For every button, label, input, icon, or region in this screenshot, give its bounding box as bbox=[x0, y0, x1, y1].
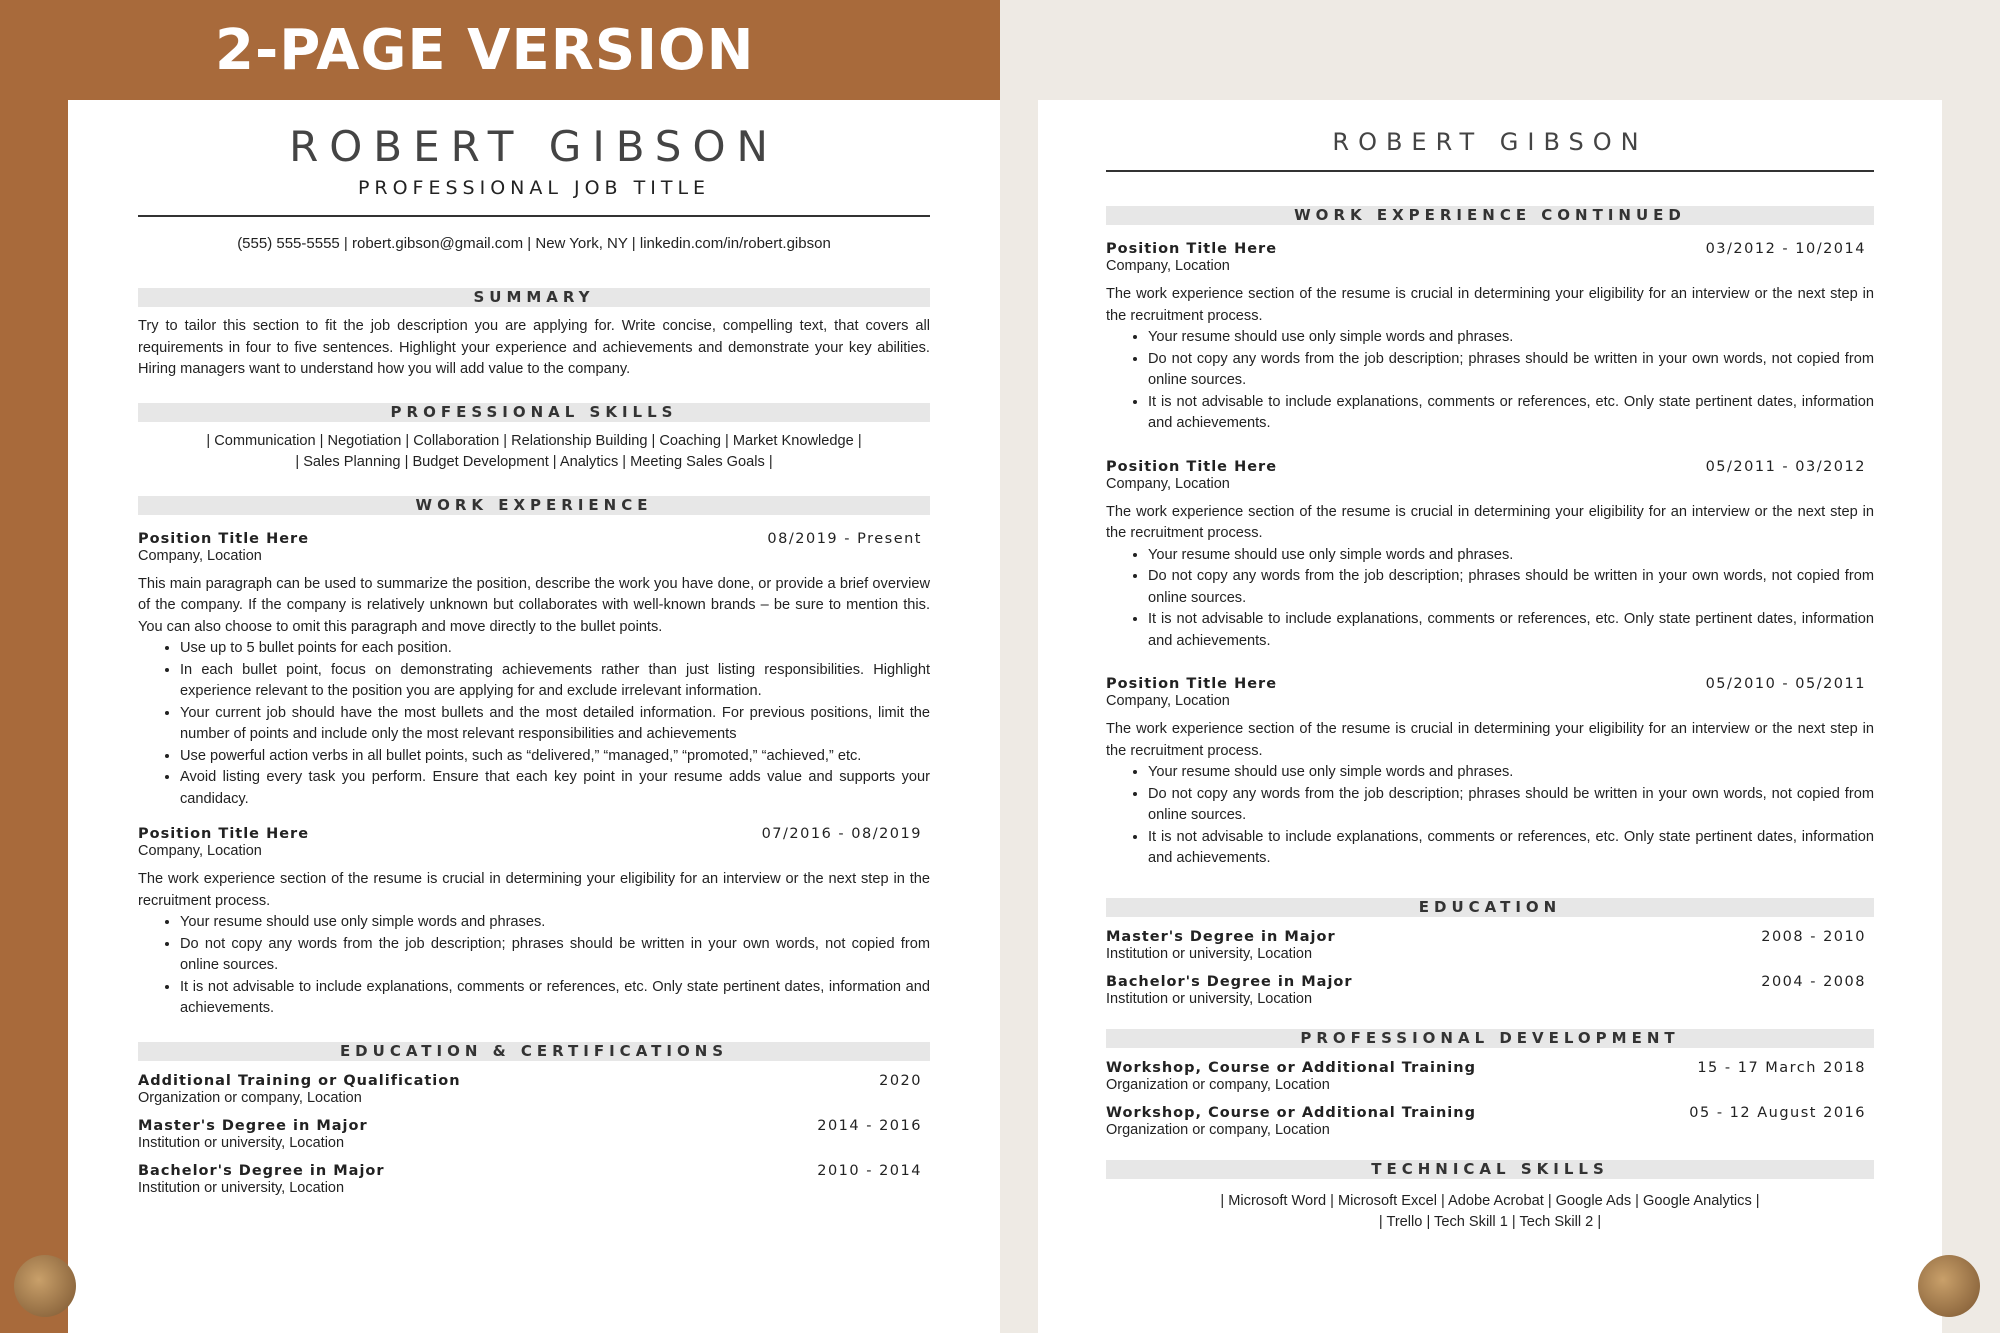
technical-skills-heading: TECHNICAL SKILLS bbox=[1106, 1160, 1874, 1179]
job-dates: 05/2010 - 05/2011 bbox=[1705, 676, 1866, 692]
education-place: Institution or university, Location bbox=[138, 1179, 345, 1196]
header-divider bbox=[138, 215, 930, 217]
education-place: Organization or company, Location bbox=[138, 1089, 362, 1106]
job-company: Company, Location bbox=[1106, 693, 1230, 709]
education-dates: 2020 bbox=[879, 1072, 922, 1089]
bullet-item: • It is not advisable to include explanations, comments or references, etc. Only state pertinent dates, information and achievements. bbox=[180, 977, 930, 1020]
education-title: Additional Training or Qualification bbox=[138, 1072, 461, 1089]
job-company: Company, Location bbox=[1106, 475, 1230, 492]
bullet-item: • Your resume should use only simple words and phrases. bbox=[1148, 762, 1874, 784]
education-dates: 2004 - 2008 bbox=[1761, 973, 1866, 990]
bullet-item: • Your resume should use only simple words and phrases. bbox=[1148, 327, 1874, 349]
education-heading: EDUCATION & CERTIFICATIONS bbox=[138, 1042, 930, 1061]
bullet-item: • Do not copy any words from the job description; phrases should be written in your own words, not copied from online sources. bbox=[180, 934, 930, 977]
bullet-item: • Your resume should use only simple words and phrases. bbox=[180, 912, 930, 934]
skills-list bbox=[138, 431, 930, 474]
dried-flower-decoration bbox=[14, 1255, 76, 1317]
job-title: Position Title Here bbox=[1106, 241, 1278, 257]
header-divider bbox=[1106, 170, 1874, 172]
skills-line-1: | Communication | Negotiation | Collaboration | Relationship Building | Coaching | Market Knowledge | bbox=[206, 432, 862, 449]
education-place: Institution or university, Location bbox=[138, 1134, 345, 1151]
tech-line-2: | Trello | Tech Skill 1 | Tech Skill 2 | bbox=[1378, 1214, 1602, 1230]
development-dates: 15 - 17 March 2018 bbox=[1697, 1059, 1866, 1076]
development-entry bbox=[1106, 1060, 1874, 1093]
dried-flower-decoration bbox=[1918, 1255, 1980, 1317]
bullet-item: • Your current job should have the most bullets and the most detailed information. For previous positions, limit the number of points and include only the most relevant responsibilities and achievements bbox=[180, 703, 930, 746]
bullet-item: • It is not advisable to include explanations, comments or references, etc. Only state pertinent dates, information and achievements. bbox=[1148, 827, 1874, 870]
education-title: Master's Degree in Major bbox=[138, 1117, 368, 1134]
education-dates: 2010 - 2014 bbox=[817, 1162, 922, 1179]
job-description: The work experience section of the resume is crucial in determining your eligibility for an interview or the next step in the recruitment process. bbox=[1106, 721, 1874, 759]
tech-line-1: | Microsoft Word | Microsoft Excel | Adobe Acrobat | Google Ads | Google Analytics | bbox=[1220, 1192, 1760, 1209]
job-entry bbox=[138, 531, 930, 811]
education-dates: 2014 - 2016 bbox=[817, 1117, 922, 1134]
job-title: Position Title Here bbox=[1106, 676, 1278, 692]
job-bullets bbox=[138, 638, 930, 810]
bullet-item: • Do not copy any words from the job description; phrases should be written in your own words, not copied from online sources. bbox=[1148, 349, 1874, 392]
experience-heading: WORK EXPERIENCE bbox=[138, 496, 930, 515]
skills-line-2: | Sales Planning | Budget Development | Analytics | Meeting Sales Goals | bbox=[295, 454, 773, 470]
education-dates: 2008 - 2010 bbox=[1761, 928, 1866, 945]
candidate-name: ROBERT GIBSON bbox=[1332, 128, 1648, 156]
bullet-item: • Use up to 5 bullet points for each position. bbox=[180, 638, 930, 660]
education-title: Bachelor's Degree in Major bbox=[138, 1162, 385, 1179]
summary-text: Try to tailor this section to fit the job description you are applying for. Write concise, compelling text, that covers all requirements in four to five sentences. Highlight your experience and achievements and demonstrate your key abilities. Hiring managers want to understand how you will add value to the company. bbox=[138, 318, 930, 377]
job-bullets bbox=[1106, 327, 1874, 435]
job-entry bbox=[1106, 241, 1874, 435]
skills-heading: PROFESSIONAL SKILLS bbox=[138, 403, 930, 422]
job-title: Position Title Here bbox=[138, 530, 310, 547]
job-description: The work experience section of the resume is crucial in determining your eligibility for an interview or the next step in the recruitment process. bbox=[1106, 286, 1874, 324]
job-company: Company, Location bbox=[138, 547, 262, 564]
development-title: Workshop, Course or Additional Training bbox=[1106, 1059, 1476, 1076]
candidate-name: ROBERT GIBSON bbox=[289, 122, 779, 171]
development-title: Workshop, Course or Additional Training bbox=[1106, 1104, 1476, 1121]
bullet-item: • Your resume should use only simple words and phrases. bbox=[1148, 545, 1874, 567]
job-entry bbox=[138, 826, 930, 1020]
summary-heading: SUMMARY bbox=[138, 288, 930, 307]
job-bullets bbox=[1106, 545, 1874, 653]
education-entry bbox=[138, 1118, 930, 1151]
education-place: Institution or university, Location bbox=[1106, 945, 1313, 962]
job-bullets bbox=[138, 912, 930, 1020]
development-entry bbox=[1106, 1105, 1874, 1138]
development-place: Organization or company, Location bbox=[1106, 1076, 1330, 1093]
job-company: Company, Location bbox=[138, 843, 262, 859]
job-title: Position Title Here bbox=[1106, 458, 1278, 475]
job-dates: 07/2016 - 08/2019 bbox=[761, 826, 922, 842]
bullet-item: • Avoid listing every task you perform. Ensure that each key point in your resume adds value and supports your candidacy. bbox=[180, 767, 930, 810]
technical-skills-list bbox=[1106, 1191, 1874, 1234]
bullet-item: • It is not advisable to include explanations, comments or references, etc. Only state pertinent dates, information and achievements. bbox=[1148, 609, 1874, 652]
job-dates: 08/2019 - Present bbox=[767, 530, 922, 547]
development-dates: 05 - 12 August 2016 bbox=[1689, 1104, 1866, 1121]
version-banner: 2-PAGE VERSION bbox=[215, 18, 755, 83]
education-title: Master's Degree in Major bbox=[1106, 928, 1336, 945]
job-entry bbox=[1106, 676, 1874, 870]
resume-page-1 bbox=[68, 100, 1000, 1333]
bullet-item: • Do not copy any words from the job description; phrases should be written in your own words, not copied from online sources. bbox=[1148, 784, 1874, 827]
resume-page-2 bbox=[1038, 100, 1942, 1333]
bullet-item: • Do not copy any words from the job description; phrases should be written in your own words, not copied from online sources. bbox=[1148, 566, 1874, 609]
job-description: The work experience section of the resume is crucial in determining your eligibility for an interview or the next step in the recruitment process. bbox=[138, 871, 930, 909]
bullet-item: • It is not advisable to include explanations, comments or references, etc. Only state pertinent dates, information and achievements. bbox=[1148, 392, 1874, 435]
job-description: The work experience section of the resume is crucial in determining your eligibility for an interview or the next step in the recruitment process. bbox=[1106, 503, 1874, 541]
job-title: Position Title Here bbox=[138, 826, 310, 842]
job-dates: 05/2011 - 03/2012 bbox=[1705, 458, 1866, 475]
job-company: Company, Location bbox=[1106, 258, 1230, 274]
education-title: Bachelor's Degree in Major bbox=[1106, 973, 1353, 990]
education-place: Institution or university, Location bbox=[1106, 990, 1313, 1007]
bullet-item: • Use powerful action verbs in all bullet points, such as “delivered,” “managed,” “promoted,” “achieved,” etc. bbox=[180, 746, 930, 768]
experience-continued-heading: WORK EXPERIENCE CONTINUED bbox=[1106, 206, 1874, 225]
education-entry bbox=[1106, 974, 1874, 1007]
job-entry bbox=[1106, 459, 1874, 653]
job-title: PROFESSIONAL JOB TITLE bbox=[357, 177, 711, 199]
bullet-item: • In each bullet point, focus on demonstrating achievements rather than just listing responsibilities. Highlight experience relevant to the position you are applying for and exclude irrelevant information. bbox=[180, 660, 930, 703]
job-dates: 03/2012 - 10/2014 bbox=[1705, 241, 1866, 257]
education-heading: EDUCATION bbox=[1106, 898, 1874, 917]
education-entry bbox=[138, 1163, 930, 1196]
development-heading: PROFESSIONAL DEVELOPMENT bbox=[1106, 1029, 1874, 1048]
job-bullets bbox=[1106, 762, 1874, 870]
contact-line: (555) 555-5555 | robert.gibson@gmail.com | New York, NY | linkedin.com/in/robert.gibson bbox=[237, 235, 831, 252]
development-place: Organization or company, Location bbox=[1106, 1121, 1330, 1138]
job-description: This main paragraph can be used to summarize the position, describe the work you have done, or provide a brief overview of the company. If the company is relatively unknown but collaborates with well-known brands – be sure to mention this. You can also choose to omit this paragraph and move directly to the bullet points. bbox=[138, 575, 930, 635]
education-entry bbox=[1106, 929, 1874, 962]
education-entry bbox=[138, 1073, 930, 1106]
